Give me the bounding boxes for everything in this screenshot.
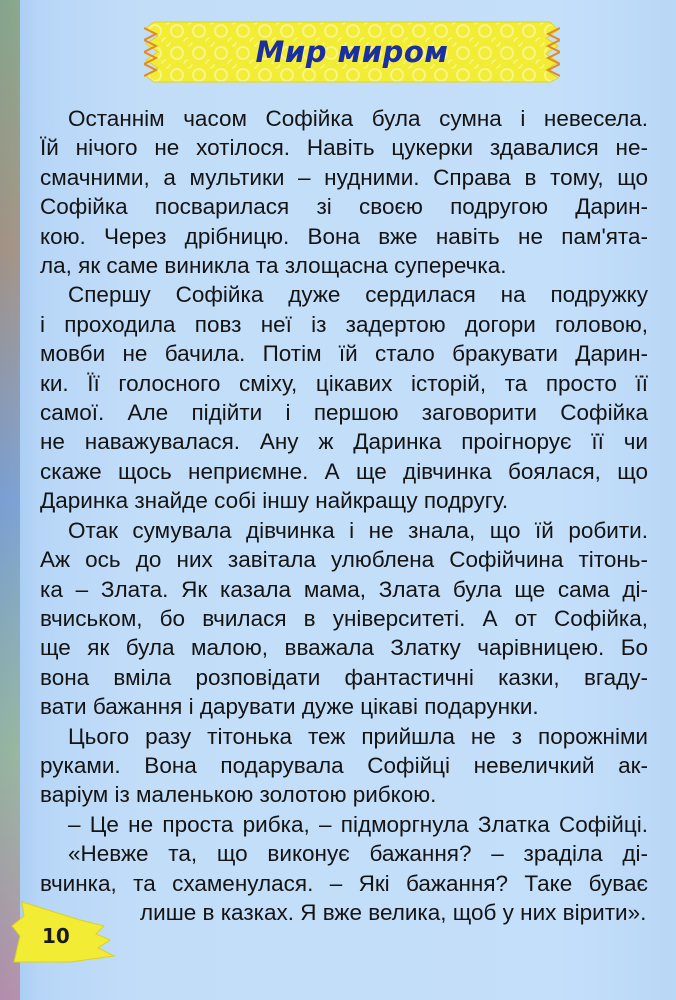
text-line: – Це не проста рибка, – підморгнула Златка Софійці.	[68, 811, 648, 837]
title-banner	[144, 20, 560, 84]
page-number: 10	[42, 924, 70, 948]
text-line: «Невже та, що виконує бажання? – зраділа ді-	[68, 841, 648, 867]
text-line: Отак сумувала дівчинка і не знала, що їй робити.	[68, 517, 648, 543]
text-line: Останнім часом Софійка була сумна і невесела.	[68, 106, 648, 131]
text-line: вчинка, та схаменулася. – Які бажання? Таке буває	[40, 870, 648, 896]
text-line: лише в казках. Я вже велика, щоб у них вірити».	[140, 899, 647, 925]
text-line: Їй нічого не хотілося. Навіть цукерки здавалися не-	[40, 135, 648, 161]
text-line: самої. Але підійти і першою заговорити Софійка	[40, 400, 648, 426]
text-line: смачними, а мультики – нудними. Справа в тому, що	[40, 164, 648, 190]
text-line: ла, як саме виникла та злощасна суперечка.	[40, 253, 507, 279]
text-line: кою. Через дрібницю. Вона вже навіть не пам'ята-	[40, 223, 648, 249]
text-line: Аж ось до них завітала улюблена Софійчина тітонь-	[40, 547, 648, 573]
text-line: руками. Вона подарувала Софійці невеличкий ак-	[40, 752, 648, 778]
text-line: ще як була малою, вважала Златку чарівницею. Бо	[40, 635, 648, 661]
text-line: мовби не бачила. Потім їй стало бракувати Дарин-	[40, 341, 648, 367]
book-spine-edge	[0, 0, 20, 1000]
text-line: Софійка посварилася зі своєю подругою Дарин-	[40, 194, 648, 220]
text-line: вона вміла розповідати фантастичні казки, вгаду-	[40, 664, 648, 690]
text-line: скаже щось неприємне. А ще дівчинка боялася, що	[40, 458, 648, 484]
page-title: Мир миром	[255, 35, 449, 69]
text-line: Даринка знайде собі іншу найкращу подругу.	[40, 488, 509, 514]
text-line: Спершу Софійка дуже сердилася на подружку	[68, 282, 648, 308]
text-line: вати бажання і дарувати дуже цікаві подарунки.	[40, 694, 539, 720]
story-text	[40, 104, 648, 927]
text-line: і проходила повз неї із задертою догори головою,	[40, 311, 648, 337]
text-line: не наважувалася. Ану ж Даринка проігнорує її чи	[40, 429, 648, 455]
text-line: Цього разу тітонька теж прийшла не з порожніми	[68, 723, 648, 749]
text-line: ки. Її голосного сміху, цікавих історій, та просто її	[40, 370, 648, 396]
text-line: вчиськом, бо вчилася в університеті. А от Софійка,	[40, 605, 648, 631]
text-line: варіум із маленькою золотою рибкою.	[40, 782, 437, 808]
text-line: ка – Злата. Як казала мама, Злата була ще сама ді-	[40, 576, 648, 602]
